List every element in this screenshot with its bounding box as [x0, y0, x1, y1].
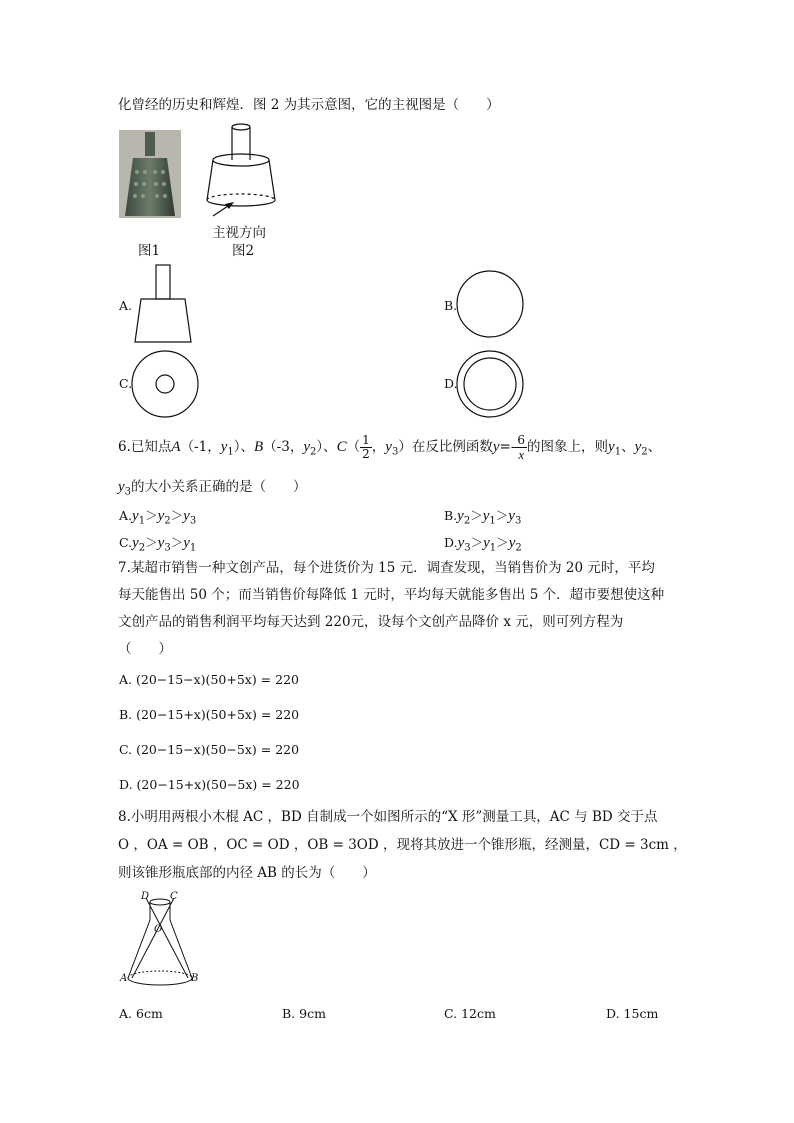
view-direction-label: 主视方向	[212, 225, 266, 241]
q5-stem: 化曾经的历史和辉煌．图 2 为其示意图，它的主视图是（ ）	[118, 97, 500, 113]
flask-label-o: O	[154, 924, 163, 935]
q8-option-d: D. 15cm	[606, 1006, 659, 1021]
q5-option-c-label: C.	[119, 376, 133, 391]
bell-schematic	[205, 120, 295, 230]
q5-option-c-figure	[131, 350, 201, 420]
q6-option-d: $D.y_3>y_1>y_2$	[444, 535, 522, 554]
q6-fraction-func: $\frac{6}{x}$	[517, 433, 526, 462]
q6-option-b: $B.y_2>y_1>y_3$	[444, 508, 522, 527]
q8-option-b: B. 9cm	[282, 1006, 326, 1021]
q6-option-c: $C.y_2>y_3>y_1$	[119, 535, 197, 554]
q7-option-d: D. (20−15+x)(50−5x) = 220	[119, 777, 300, 792]
q7-stem-line4: （ ）	[118, 641, 172, 657]
q6-fraction-half: $\frac{1}{2}$	[362, 433, 370, 461]
q7-stem-line1: 7.某超市销售一种文创产品，每个进货价为 15 元．调查发现，当销售价为 20 元时，平均	[118, 560, 655, 576]
q6-stem-line1: 6.已知点A（-1，$y_1$）、B（-3，$y_2$）、C（ $\frac{1}{2}$ ，$y_3$）在反比例函数y=- $\frac{6}{x}$ 的图象上，则$y_1$、$y_2$、	[118, 433, 662, 462]
flask-label-d: D	[141, 891, 150, 902]
q7-option-c: C. (20−15−x)(50−5x) = 220	[119, 742, 300, 757]
q5-option-b-figure	[456, 270, 526, 340]
q7-option-a: A. (20−15−x)(50+5x) = 220	[119, 672, 299, 687]
q8-option-c: C. 12cm	[444, 1006, 496, 1021]
q7-stem-line2: 每天能售出 50 个；而当销售价每降低 1 元时，平均每天就能多售出 5 个．超市要想使这种	[118, 587, 665, 603]
flask-label-b: B	[191, 973, 199, 984]
q6-stem-line2: $y_3$的大小关系正确的是（ ）	[118, 479, 307, 498]
q5-option-a-label: A.	[119, 298, 133, 313]
q6-option-a: $A.y_1>y_2>y_3$	[119, 508, 197, 527]
q5-option-a-figure	[133, 264, 195, 344]
q8-option-a: A. 6cm	[119, 1006, 163, 1021]
flask-label-a: A	[120, 973, 128, 984]
bell-photo	[119, 130, 181, 218]
flask-label-c: C	[170, 891, 178, 902]
q5-option-d-label: D.	[444, 376, 458, 391]
q7-stem-line3: 文创产品的销售利润平均每天达到 220元，设每个文创产品降价 x 元，则可列方程为	[118, 614, 624, 630]
q5-option-d-figure	[456, 350, 526, 420]
q8-stem-line2: O ，OA = OB ，OC = OD ，OB = 3OD ，现将其放进一个锥形瓶，经测量，CD = 3cm ，	[118, 837, 687, 853]
q7-option-b: B. (20−15+x)(50+5x) = 220	[119, 707, 300, 722]
fig1-caption: 图1	[138, 243, 161, 259]
fig2-caption: 图2	[232, 243, 255, 259]
q5-option-b-label: B.	[444, 298, 458, 313]
q8-stem-line1: 8.小明用两根小木棍 AC ，BD 自制成一个如图所示的“X 形”测量工具，AC 与 BD 交于点	[118, 809, 658, 825]
q8-stem-line3: 则该锥形瓶底部的内径 AB 的长为（ ）	[118, 865, 376, 881]
